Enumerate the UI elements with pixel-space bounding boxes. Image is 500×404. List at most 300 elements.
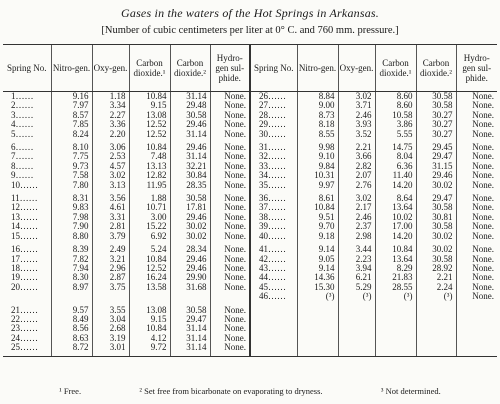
cell-nitrogen-right: 9.97 [297, 181, 338, 190]
cell-co2-bicarb-right: 29.47 [416, 190, 456, 203]
cell-co2-free-left: 16.24 [129, 273, 170, 282]
cell-h2s-left: None. [210, 203, 250, 212]
cell-oxygen-left: 3.79 [92, 232, 129, 241]
cell-oxygen-right: 5.29 [338, 283, 375, 292]
cell-nitrogen-left [51, 292, 92, 301]
cell-oxygen-right: 2.46 [338, 111, 375, 120]
cell-spring-right: 26…… [250, 92, 297, 102]
cell-h2s-left: None. [210, 111, 250, 120]
cell-h2s-right: None. [456, 232, 497, 241]
footnote-free: ¹ Free. [59, 386, 82, 396]
cell-spring-right: 33…… [250, 162, 297, 171]
cell-spring-right: 31…… [250, 139, 297, 152]
cell-oxygen-left: 3.31 [92, 213, 129, 222]
table-row [3, 241, 497, 254]
table-row [3, 283, 497, 292]
cell-co2-bicarb-right: 30.58 [416, 222, 456, 231]
cell-h2s-right [456, 334, 497, 343]
cell-spring-right: 36…… [250, 190, 297, 203]
cell-spring-left: 13…… [11, 211, 38, 222]
cell-nitrogen-right: 8.18 [297, 120, 338, 129]
cell-oxygen-right: 2.46 [338, 213, 375, 222]
cell-spring-right: 29…… [250, 120, 297, 129]
cell-nitrogen-left: 7.82 [51, 255, 92, 264]
cell-nitrogen-right: 15.30 [297, 283, 338, 292]
cell-spring-right [250, 334, 297, 343]
cell-co2-free-right [375, 324, 416, 333]
cell-spring-left: 2…… [11, 100, 34, 111]
table-row [3, 190, 497, 203]
cell-spring-right: 46…… [250, 292, 297, 301]
cell-nitrogen-left: 9.57 [51, 302, 92, 315]
cell-nitrogen-left: 8.63 [51, 334, 92, 343]
header-spring-left: Spring No. [3, 45, 51, 92]
cell-co2-free-right: 21.83 [375, 273, 416, 282]
cell-co2-free-left: 9.15 [129, 315, 170, 324]
cell-nitrogen-right: 10.84 [297, 203, 338, 212]
cell-co2-free-right: 8.60 [375, 101, 416, 110]
cell-oxygen-right: 3.94 [338, 264, 375, 273]
cell-oxygen-left: 1.18 [92, 92, 129, 102]
cell-nitrogen-right: 14.36 [297, 273, 338, 282]
table-body [3, 92, 497, 357]
cell-co2-bicarb-left: 29.46 [170, 120, 210, 129]
cell-co2-free-right: 10.84 [375, 241, 416, 254]
cell-co2-bicarb-right: 30.02 [416, 181, 456, 190]
cell-oxygen-left: 2.53 [92, 152, 129, 161]
cell-co2-bicarb-left: 31.14 [170, 92, 210, 102]
cell-nitrogen-left: 7.58 [51, 171, 92, 180]
header-nitrogen-right: Nitro-gen. [297, 45, 338, 92]
cell-co2-free-left: 13.58 [129, 283, 170, 292]
cell-nitrogen-left: 8.39 [51, 241, 92, 254]
cell-oxygen-right [338, 302, 375, 315]
cell-oxygen-left: 2.96 [92, 264, 129, 273]
cell-h2s-right: None. [456, 101, 497, 110]
cell-co2-free-right: 8.04 [375, 152, 416, 161]
cell-oxygen-left: 3.56 [92, 190, 129, 203]
cell-co2-free-right: (³) [375, 292, 416, 301]
cell-co2-bicarb-right: 30.58 [416, 101, 456, 110]
cell-co2-free-left: 9.72 [129, 343, 170, 356]
cell-co2-free-left: 7.48 [129, 152, 170, 161]
cell-h2s-left: None. [210, 315, 250, 324]
cell-co2-bicarb-right: 30.02 [416, 241, 456, 254]
cell-spring-left: 10…… [11, 179, 38, 190]
cell-spring-left: 23…… [11, 323, 38, 334]
cell-h2s-right [456, 324, 497, 333]
cell-oxygen-right: 3.66 [338, 152, 375, 161]
cell-co2-free-right: 17.00 [375, 222, 416, 231]
cell-spring-left: 7…… [11, 151, 34, 162]
cell-oxygen-right: 6.21 [338, 273, 375, 282]
cell-h2s-left: None. [210, 120, 250, 129]
header-oxygen-left: Oxy-gen. [92, 45, 129, 92]
cell-co2-free-right: 14.20 [375, 232, 416, 241]
cell-spring-right: 38…… [250, 213, 297, 222]
cell-co2-bicarb-left: 30.58 [170, 111, 210, 120]
cell-oxygen-right: 2.07 [338, 171, 375, 180]
cell-oxygen-left: 2.81 [92, 222, 129, 231]
cell-spring-right: 45…… [250, 283, 297, 292]
cell-co2-bicarb-right: 30.81 [416, 213, 456, 222]
cell-spring-right: 39…… [250, 222, 297, 231]
cell-co2-free-right: 8.64 [375, 190, 416, 203]
cell-co2-bicarb-left: 29.46 [170, 255, 210, 264]
cell-co2-bicarb-left: 30.58 [170, 302, 210, 315]
cell-h2s-left: None. [210, 343, 250, 356]
cell-co2-free-right: 14.75 [375, 139, 416, 152]
cell-nitrogen-right: 9.98 [297, 139, 338, 152]
cell-co2-free-left: 3.00 [129, 213, 170, 222]
cell-nitrogen-left: 7.80 [51, 181, 92, 190]
cell-oxygen-right: 3.52 [338, 130, 375, 139]
cell-oxygen-left: 2.27 [92, 111, 129, 120]
cell-co2-free-right [375, 334, 416, 343]
cell-nitrogen-left: 8.24 [51, 130, 92, 139]
cell-co2-bicarb-right: 29.47 [416, 152, 456, 161]
cell-spring-left: 12…… [11, 202, 38, 213]
cell-h2s-right: None. [456, 181, 497, 190]
cell-co2-free-left: 5.24 [129, 241, 170, 254]
cell-spring-left: 5…… [11, 128, 34, 139]
cell-oxygen-right [338, 324, 375, 333]
cell-h2s-left: None. [210, 324, 250, 333]
cell-h2s-left: None. [210, 101, 250, 110]
cell-co2-bicarb-right: 2.24 [416, 283, 456, 292]
cell-oxygen-left: 3.36 [92, 120, 129, 129]
cell-co2-free-right [375, 343, 416, 356]
cell-oxygen-right: 2.17 [338, 203, 375, 212]
cell-oxygen-right: (³) [338, 292, 375, 301]
cell-co2-free-left: 6.92 [129, 232, 170, 241]
cell-co2-bicarb-right: 30.02 [416, 232, 456, 241]
cell-co2-free-right [375, 302, 416, 315]
cell-h2s-left: None. [210, 190, 250, 203]
cell-nitrogen-right [297, 324, 338, 333]
cell-co2-free-left: 13.08 [129, 302, 170, 315]
cell-h2s-right [456, 315, 497, 324]
cell-nitrogen-right: 9.10 [297, 152, 338, 161]
cell-nitrogen-left: 9.83 [51, 203, 92, 212]
cell-spring-right: 40…… [250, 232, 297, 241]
cell-co2-free-left: 1.88 [129, 190, 170, 203]
cell-spring-left: 16…… [11, 244, 38, 255]
cell-h2s-right: None. [456, 111, 497, 120]
cell-oxygen-right: 2.21 [338, 139, 375, 152]
cell-co2-bicarb-left: 29.46 [170, 213, 210, 222]
cell-oxygen-right: 3.44 [338, 241, 375, 254]
cell-spring-left: 19…… [11, 272, 38, 283]
cell-co2-free-right: 6.36 [375, 162, 416, 171]
cell-co2-bicarb-left: 29.47 [170, 315, 210, 324]
cell-h2s-left: None. [210, 152, 250, 161]
cell-nitrogen-right: 8.55 [297, 130, 338, 139]
cell-co2-free-left: 11.95 [129, 181, 170, 190]
cell-spring-right [250, 324, 297, 333]
cell-spring-right: 35…… [250, 181, 297, 190]
header-co2-bicarb-right: Carbon dioxide.² [416, 45, 456, 92]
cell-co2-bicarb-left: 30.58 [170, 190, 210, 203]
cell-nitrogen-left: 8.57 [51, 111, 92, 120]
cell-spring-left: 4…… [11, 119, 34, 130]
cell-nitrogen-right: 9.00 [297, 101, 338, 110]
header-nitrogen-left: Nitro-gen. [51, 45, 92, 92]
cell-nitrogen-left: 7.98 [51, 213, 92, 222]
cell-h2s-left: None. [210, 222, 250, 231]
cell-oxygen-right: 2.23 [338, 255, 375, 264]
cell-nitrogen-right: 8.73 [297, 111, 338, 120]
cell-co2-free-left: 10.71 [129, 203, 170, 212]
cell-co2-free-left: 12.52 [129, 130, 170, 139]
cell-oxygen-left: 4.61 [92, 203, 129, 212]
cell-co2-bicarb-right: 30.58 [416, 255, 456, 264]
cell-spring-left: 11…… [11, 193, 38, 204]
cell-nitrogen-right: 9.18 [297, 232, 338, 241]
cell-oxygen-right: 2.37 [338, 222, 375, 231]
footnotes [0, 386, 500, 396]
cell-spring-right [250, 302, 297, 315]
cell-h2s-left: None. [210, 92, 250, 102]
header-co2-bicarb-left: Carbon dioxide.² [170, 45, 210, 92]
cell-spring-left: 25…… [3, 343, 51, 356]
cell-oxygen-left: 2.49 [92, 241, 129, 254]
cell-nitrogen-left: 8.80 [51, 232, 92, 241]
cell-spring-right: 34…… [250, 171, 297, 180]
table-title: Gases in the waters of the Hot Springs in Arkansas. [121, 6, 379, 20]
cell-co2-bicarb-left: 29.90 [170, 273, 210, 282]
cell-spring-left: 3…… [11, 109, 34, 120]
table-row [3, 181, 497, 190]
header-spring-right: Spring No. [250, 45, 297, 92]
cell-co2-bicarb-right [416, 343, 456, 356]
cell-spring-left: 18…… [11, 262, 38, 273]
header-h2s-left: Hydro-gen sul-phide. [210, 45, 250, 92]
cell-spring-right: 27…… [250, 101, 297, 110]
cell-h2s-right: None. [456, 139, 497, 152]
cell-h2s-left: None. [210, 213, 250, 222]
cell-co2-bicarb-left: 29.46 [170, 264, 210, 273]
cell-h2s-right: None. [456, 203, 497, 212]
cell-h2s-left: None. [210, 334, 250, 343]
cell-nitrogen-right: (³) [297, 292, 338, 301]
cell-co2-free-right: 8.29 [375, 264, 416, 273]
cell-h2s-left [210, 292, 250, 301]
cell-nitrogen-right [297, 334, 338, 343]
cell-co2-bicarb-left: 32.21 [170, 162, 210, 171]
cell-h2s-left: None. [210, 139, 250, 152]
cell-h2s-left: None. [210, 255, 250, 264]
cell-co2-bicarb-right: 2.21 [416, 273, 456, 282]
cell-spring-right: 30…… [250, 130, 297, 139]
cell-nitrogen-right: 8.84 [297, 92, 338, 102]
table-row [3, 343, 497, 356]
cell-co2-bicarb-right [416, 302, 456, 315]
cell-co2-free-left: 10.84 [129, 255, 170, 264]
cell-co2-free-left: 12.82 [129, 171, 170, 180]
cell-co2-free-right: 10.58 [375, 111, 416, 120]
cell-oxygen-left: 3.19 [92, 334, 129, 343]
cell-co2-free-right: 5.55 [375, 130, 416, 139]
cell-co2-bicarb-right: 28.92 [416, 264, 456, 273]
cell-h2s-right [456, 302, 497, 315]
cell-co2-free-right: 3.86 [375, 120, 416, 129]
cell-nitrogen-left: 8.10 [51, 139, 92, 152]
cell-spring-left: 24…… [11, 332, 38, 343]
cell-spring-right: 28…… [250, 111, 297, 120]
cell-h2s-right: None. [456, 162, 497, 171]
cell-nitrogen-left: 8.31 [51, 190, 92, 203]
cell-nitrogen-left: 8.30 [51, 273, 92, 282]
cell-co2-bicarb-right: (³) [416, 292, 456, 301]
cell-nitrogen-left: 8.49 [51, 315, 92, 324]
cell-h2s-right: None. [456, 130, 497, 139]
cell-co2-bicarb-right: 30.58 [416, 92, 456, 102]
cell-co2-bicarb-right [416, 324, 456, 333]
cell-oxygen-left: 3.13 [92, 181, 129, 190]
cell-nitrogen-right [297, 302, 338, 315]
cell-oxygen-left: 3.55 [92, 302, 129, 315]
cell-co2-free-left: 10.84 [129, 92, 170, 102]
cell-co2-bicarb-left: 17.81 [170, 203, 210, 212]
cell-co2-free-right: 13.64 [375, 255, 416, 264]
cell-oxygen-left: 2.20 [92, 130, 129, 139]
cell-nitrogen-right [297, 343, 338, 356]
cell-co2-free-left: 15.22 [129, 222, 170, 231]
cell-h2s-right: None. [456, 171, 497, 180]
cell-co2-bicarb-right [416, 334, 456, 343]
cell-nitrogen-left: 7.97 [51, 101, 92, 110]
cell-oxygen-left: 4.57 [92, 162, 129, 171]
cell-oxygen-right [338, 334, 375, 343]
cell-nitrogen-left: 9.73 [51, 162, 92, 171]
cell-co2-bicarb-left: 30.02 [170, 222, 210, 231]
cell-nitrogen-right: 9.70 [297, 222, 338, 231]
cell-co2-free-left: 12.52 [129, 264, 170, 273]
cell-co2-free-left [129, 292, 170, 301]
cell-spring-left: 9…… [11, 170, 34, 181]
cell-spring-left: 15…… [11, 230, 38, 241]
cell-spring-left: 21…… [11, 304, 38, 315]
cell-nitrogen-right: 9.14 [297, 241, 338, 254]
cell-co2-free-left: 10.84 [129, 324, 170, 333]
cell-nitrogen-right: 10.31 [297, 171, 338, 180]
cell-co2-free-right: 28.55 [375, 283, 416, 292]
cell-spring-right: 32…… [250, 152, 297, 161]
cell-h2s-right: None. [456, 255, 497, 264]
cell-nitrogen-right: 9.14 [297, 264, 338, 273]
cell-spring-right [250, 343, 297, 356]
cell-h2s-right: None. [456, 190, 497, 203]
cell-nitrogen-right: 9.51 [297, 213, 338, 222]
table-row [3, 139, 497, 152]
cell-co2-free-right: 10.02 [375, 213, 416, 222]
cell-h2s-right: None. [456, 213, 497, 222]
gas-table [3, 44, 497, 357]
cell-nitrogen-left: 9.16 [51, 92, 92, 102]
cell-h2s-right: None. [456, 92, 497, 102]
cell-h2s-right: None. [456, 273, 497, 282]
cell-oxygen-left: 3.06 [92, 139, 129, 152]
cell-h2s-left: None. [210, 273, 250, 282]
cell-co2-free-left: 12.52 [129, 120, 170, 129]
cell-co2-bicarb-right: 30.58 [416, 203, 456, 212]
cell-oxygen-left: 3.34 [92, 101, 129, 110]
cell-nitrogen-left: 7.75 [51, 152, 92, 161]
header-h2s-right: Hydro-gen sul-phide. [456, 45, 497, 92]
cell-co2-free-left: 10.84 [129, 139, 170, 152]
cell-co2-free-left: 4.12 [129, 334, 170, 343]
cell-h2s-left: None. [210, 162, 250, 171]
cell-h2s-right [456, 343, 497, 356]
cell-co2-free-right: 14.20 [375, 181, 416, 190]
cell-spring-right: 37…… [250, 203, 297, 212]
cell-co2-bicarb-right: 30.27 [416, 111, 456, 120]
cell-co2-bicarb-right: 31.15 [416, 162, 456, 171]
cell-co2-free-right: 13.64 [375, 203, 416, 212]
cell-spring-left: 20…… [11, 281, 38, 292]
footnote-not-determined: ³ Not determined. [380, 386, 441, 396]
cell-nitrogen-left: 8.97 [51, 283, 92, 292]
cell-co2-free-left: 9.15 [129, 101, 170, 110]
cell-co2-bicarb-left: 28.34 [170, 241, 210, 254]
cell-oxygen-right [338, 343, 375, 356]
cell-oxygen-left: 3.21 [92, 255, 129, 264]
cell-spring-right: 41…… [250, 241, 297, 254]
cell-spring-left: 6…… [11, 142, 34, 153]
cell-oxygen-right: 3.02 [338, 92, 375, 102]
cell-oxygen-left: 2.68 [92, 324, 129, 333]
header-co2-free-right: Carbon dioxide.¹ [375, 45, 416, 92]
cell-co2-bicarb-right: 30.27 [416, 120, 456, 129]
header-co2-free-left: Carbon dioxide.¹ [129, 45, 170, 92]
cell-nitrogen-right: 9.84 [297, 162, 338, 171]
cell-oxygen-right: 3.93 [338, 120, 375, 129]
cell-h2s-left: None. [210, 171, 250, 180]
cell-h2s-right: None. [456, 222, 497, 231]
cell-co2-bicarb-left: 31.14 [170, 152, 210, 161]
table-row [3, 292, 497, 301]
table-row [3, 232, 497, 241]
cell-nitrogen-left: 7.94 [51, 264, 92, 273]
cell-oxygen-right [338, 315, 375, 324]
cell-co2-bicarb-left: 29.46 [170, 139, 210, 152]
cell-h2s-left: None. [210, 241, 250, 254]
cell-co2-bicarb-right: 30.27 [416, 130, 456, 139]
cell-co2-bicarb-left [170, 292, 210, 301]
cell-co2-bicarb-left: 31.68 [170, 283, 210, 292]
cell-co2-bicarb-left: 31.14 [170, 324, 210, 333]
cell-spring-left [3, 292, 51, 301]
cell-oxygen-right: 2.76 [338, 181, 375, 190]
cell-co2-bicarb-left: 31.14 [170, 334, 210, 343]
cell-co2-bicarb-right [416, 315, 456, 324]
cell-spring-right: 43…… [250, 264, 297, 273]
cell-spring-left: 8…… [11, 160, 34, 171]
cell-nitrogen-right: 9.05 [297, 255, 338, 264]
cell-co2-bicarb-left: 29.48 [170, 101, 210, 110]
header-oxygen-right: Oxy-gen. [338, 45, 375, 92]
cell-co2-bicarb-left: 31.14 [170, 343, 210, 356]
cell-nitrogen-left: 7.90 [51, 222, 92, 231]
cell-co2-bicarb-right: 29.46 [416, 171, 456, 180]
table-row [3, 130, 497, 139]
cell-co2-bicarb-left: 30.84 [170, 171, 210, 180]
cell-spring-left: 17…… [11, 253, 38, 264]
cell-h2s-right: None. [456, 120, 497, 129]
cell-nitrogen-right [297, 315, 338, 324]
cell-h2s-left: None. [210, 232, 250, 241]
